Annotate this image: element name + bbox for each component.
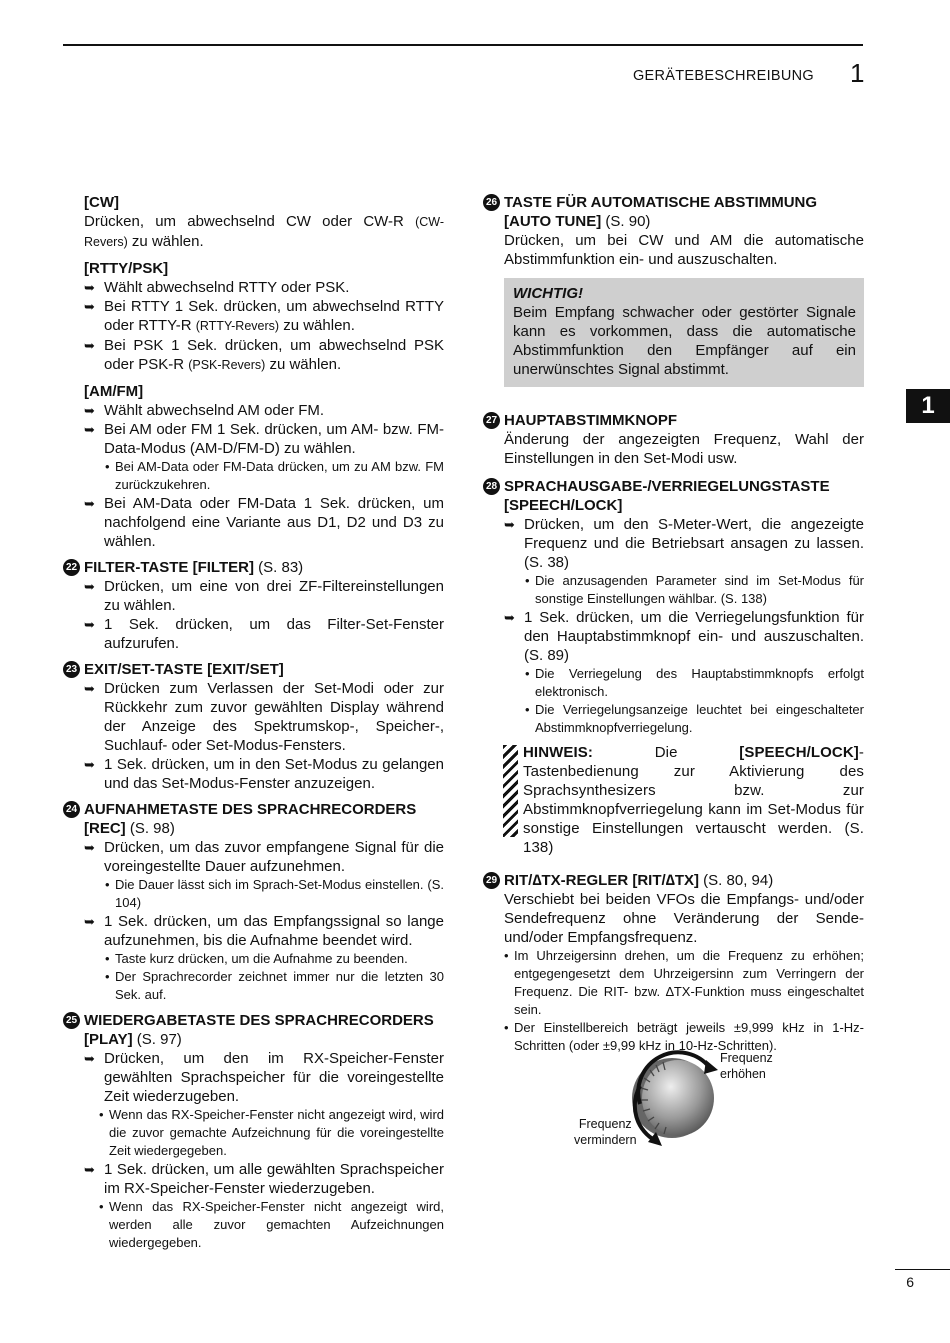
list-item: ➥ 1 Sek. drücken, um in den Set-Modus zu gelangen und das Set-Modus-Fenster anzuzeigen. bbox=[84, 756, 444, 792]
bullet-item: • Bei AM-Data oder FM-Data drücken, um zu AM bzw. FM zurückzukehren. bbox=[105, 459, 444, 492]
important-note-text: Beim Empfang schwacher oder gestörter Signale kann es vorkommen, dass die automatische Abstimmfunktion den Empfänger auf ein unerwünschtes Signal abstimmt. bbox=[513, 304, 856, 378]
arrow-icon: ➥ bbox=[84, 299, 95, 314]
list-item: ➥ Wählt abwechselnd AM oder FM. bbox=[84, 402, 325, 419]
arrow-icon: ➥ bbox=[84, 496, 95, 511]
arrow-icon: ➥ bbox=[84, 617, 95, 632]
cw-heading: [CW] bbox=[84, 194, 119, 211]
section-23-heading: 23 EXIT/SET-TASTE [EXIT/SET] bbox=[63, 660, 444, 679]
list-item: ➥ Bei PSK 1 Sek. drücken, um abwechselnd PSK oder PSK-R (PSK-Revers) zu wählen. bbox=[84, 337, 444, 373]
list-item: ➥ 1 Sek. drücken, um die Verriegelungsfunktion für den Hauptabstimmknopf ein- und auszuschalten. (S. 89) bbox=[504, 609, 864, 664]
list-item: ➥ Drücken, um das zuvor empfangene Signal für die voreingestellte Dauer aufzunehmen. bbox=[84, 839, 444, 875]
bullet-item: • Die Dauer lässt sich im Sprach-Set-Modus einstellen. (S. 104) bbox=[105, 877, 444, 910]
important-note-box bbox=[504, 278, 864, 387]
header-title: GERÄTEBESCHREIBUNG bbox=[632, 68, 814, 84]
hint-label: HINWEIS: bbox=[523, 744, 593, 761]
arrow-icon: ➥ bbox=[84, 1162, 95, 1177]
number-badge: 23 bbox=[63, 661, 80, 678]
arrow-icon: ➥ bbox=[504, 517, 515, 532]
number-badge: 26 bbox=[483, 194, 500, 211]
list-item: ➥ Drücken, um den S-Meter-Wert, die angezeigte Frequenz und die Betriebsart ansagen zu lassen. (S. 38) bbox=[504, 516, 864, 571]
cw-text: Drücken, um abwechselnd CW oder CW-R (CW-Revers) zu wählen. bbox=[84, 213, 444, 250]
list-item: ➥ Wählt abwechselnd RTTY oder PSK. bbox=[84, 279, 350, 296]
number-badge: 28 bbox=[483, 478, 500, 495]
bullet-item: • Wenn das RX-Speicher-Fenster nicht angezeigt wird, werden alle zuvor gemachten Aufzeichnungen wiedergegeben. bbox=[99, 1199, 444, 1250]
tuning-knob-illustration bbox=[570, 1046, 785, 1151]
arrow-icon: ➥ bbox=[84, 757, 95, 772]
arrow-icon: ➥ bbox=[84, 1051, 95, 1066]
number-badge: 22 bbox=[63, 559, 80, 576]
list-item: ➥ Bei RTTY 1 Sek. drücken, um abwechselnd RTTY oder RTTY-R (RTTY-Revers) zu wählen. bbox=[84, 298, 444, 334]
rtty-heading: [RTTY/PSK] bbox=[84, 260, 169, 277]
bullet-item: • Taste kurz drücken, um die Aufnahme zu beenden. bbox=[105, 951, 408, 966]
list-item: ➥ Drücken, um eine von drei ZF-Filtereinstellungen zu wählen. bbox=[84, 578, 444, 614]
list-item: ➥ Drücken, um den im RX-Speicher-Fenster gewählten Sprachspeicher für die voreingestellte Zeit wiederzugeben. bbox=[84, 1050, 444, 1105]
am-heading: [AM/FM] bbox=[84, 383, 144, 400]
section-26-text: Drücken, um bei CW und AM die automatische Abstimmfunktion ein- und auszuschalten. bbox=[504, 232, 864, 268]
list-item: ➥ Bei AM oder FM 1 Sek. drücken, um AM- bzw. FM-Data-Modus (AM-D/FM-D) zu wählen. bbox=[84, 421, 444, 457]
hint-note: HINWEIS: Die [SPEECH/LOCK]-Tastenbedienung zur Aktivierung des Sprachsynthesizers bzw. zur Abstimmknopfverriegelung kann im Set-Modus für sonstige Einstellungen vertauscht werden. (S. 138) bbox=[503, 743, 864, 857]
list-item: ➥ Drücken zum Verlassen der Set-Modi oder zur Rückkehr zum zuvor gewählten Display während der Anzeige des Spektrumskop-, Speicher-, Suchlauf- oder Set-Modus-Fensters. bbox=[84, 680, 444, 754]
page-number: 6 bbox=[906, 1274, 914, 1290]
important-note-title: WICHTIG! bbox=[513, 285, 583, 302]
chapter-number: 1 bbox=[850, 58, 865, 88]
arrow-icon: ➥ bbox=[84, 338, 95, 353]
section-25-heading: 25 WIEDERGABETASTE DES SPRACHRECORDERS [PLAY] (S. 97) bbox=[63, 1011, 444, 1049]
bullet-item: • Die Verriegelung des Hauptabstimmknopfs erfolgt elektronisch. bbox=[525, 666, 864, 699]
list-item: ➥ 1 Sek. drücken, um alle gewählten Sprachspeicher im RX-Speicher-Fenster wiederzugeben. bbox=[84, 1161, 444, 1197]
arrow-icon: ➥ bbox=[84, 422, 95, 437]
list-item: ➥ 1 Sek. drücken, um das Filter-Set-Fenster aufzurufen. bbox=[84, 616, 444, 652]
arrow-icon: ➥ bbox=[504, 610, 515, 625]
bullet-item: • Die anzusagenden Parameter sind im Set-Modus für sonstige Einstellungen wählbar. (S. 138) bbox=[525, 573, 864, 606]
knob-label-down: Frequenz vermindern bbox=[574, 1117, 637, 1147]
bullet-item: • Die Verriegelungsanzeige leuchtet bei eingeschalteter Abstimmknopfverriegelung. bbox=[525, 702, 864, 735]
list-item: ➥ Bei AM-Data oder FM-Data 1 Sek. drücken, um nachfolgend eine Variante aus D1, D2 und D3 zu wählen. bbox=[84, 495, 444, 550]
arrow-icon: ➥ bbox=[84, 681, 95, 696]
chapter-side-tab[interactable]: 1 bbox=[906, 389, 950, 423]
page-rule bbox=[895, 1269, 950, 1270]
right-column bbox=[483, 193, 864, 1055]
section-29-heading: 29 RIT/∆TX-REGLER [RIT/∆TX] (S. 80, 94) bbox=[483, 871, 864, 890]
section-27-heading: 27 HAUPTABSTIMMKNOPF bbox=[483, 411, 864, 430]
section-22-heading: 22 FILTER-TASTE [FILTER] (S. 83) bbox=[63, 558, 444, 577]
arrow-icon: ➥ bbox=[84, 840, 95, 855]
section-24-heading: 24 AUFNAHMETASTE DES SPRACHRECORDERS [REC] (S. 98) bbox=[63, 800, 444, 838]
top-rule bbox=[63, 44, 863, 46]
arrow-icon: ➥ bbox=[84, 280, 95, 295]
list-item: ➥ 1 Sek. drücken, um das Empfangssignal so lange aufzunehmen, bis die Aufnahme beendet wird. bbox=[84, 913, 444, 949]
section-29-text: Verschiebt bei beiden VFOs die Empfangs- und/oder Sendefrequenz ohne Veränderung der Sende- und/oder Empfangsfrequenz. bbox=[504, 891, 864, 946]
section-26-heading: 26 TASTE FÜR AUTOMATISCHE ABSTIMMUNG [AUTO TUNE] (S. 90) bbox=[483, 193, 864, 231]
bullet-item: • Der Einstellbereich beträgt jeweils ±9,999 kHz in 1-Hz-Schritten (oder ±9,99 kHz in 10-Hz-Schritten). bbox=[504, 1020, 864, 1053]
bullet-item: • Wenn das RX-Speicher-Fenster nicht angezeigt wird, wird die zuvor gemachte Aufzeichnung für die voreingestellte Zeit wiedergegeben. bbox=[99, 1107, 444, 1158]
knob-label-up: Frequenz erhöhen bbox=[720, 1051, 773, 1081]
section-27-text: Änderung der angezeigten Frequenz, Wahl der Einstellungen in den Set-Modi usw. bbox=[504, 431, 864, 467]
arrow-icon: ➥ bbox=[84, 579, 95, 594]
arrow-icon: ➥ bbox=[84, 914, 95, 929]
number-badge: 29 bbox=[483, 872, 500, 889]
number-badge: 25 bbox=[63, 1012, 80, 1029]
bullet-item: • Der Sprachrecorder zeichnet immer nur die letzten 30 Sek. auf. bbox=[105, 969, 444, 1002]
bullet-item: • Im Uhrzeigersinn drehen, um die Frequenz zu erhöhen; entgegengesetzt dem Uhrzeigersinn zum Verringern der Frequenz. Die RIT- bzw. ∆TX-Funktion muss eingeschaltet sein. bbox=[504, 948, 864, 1017]
left-column bbox=[63, 193, 444, 1252]
arrow-icon: ➥ bbox=[84, 403, 95, 418]
number-badge: 24 bbox=[63, 801, 80, 818]
number-badge: 27 bbox=[483, 412, 500, 429]
hatch-bar bbox=[503, 745, 518, 837]
section-28-heading: 28 SPRACHAUSGABE-/VERRIEGELUNGSTASTE [SPEECH/LOCK] bbox=[483, 477, 864, 515]
